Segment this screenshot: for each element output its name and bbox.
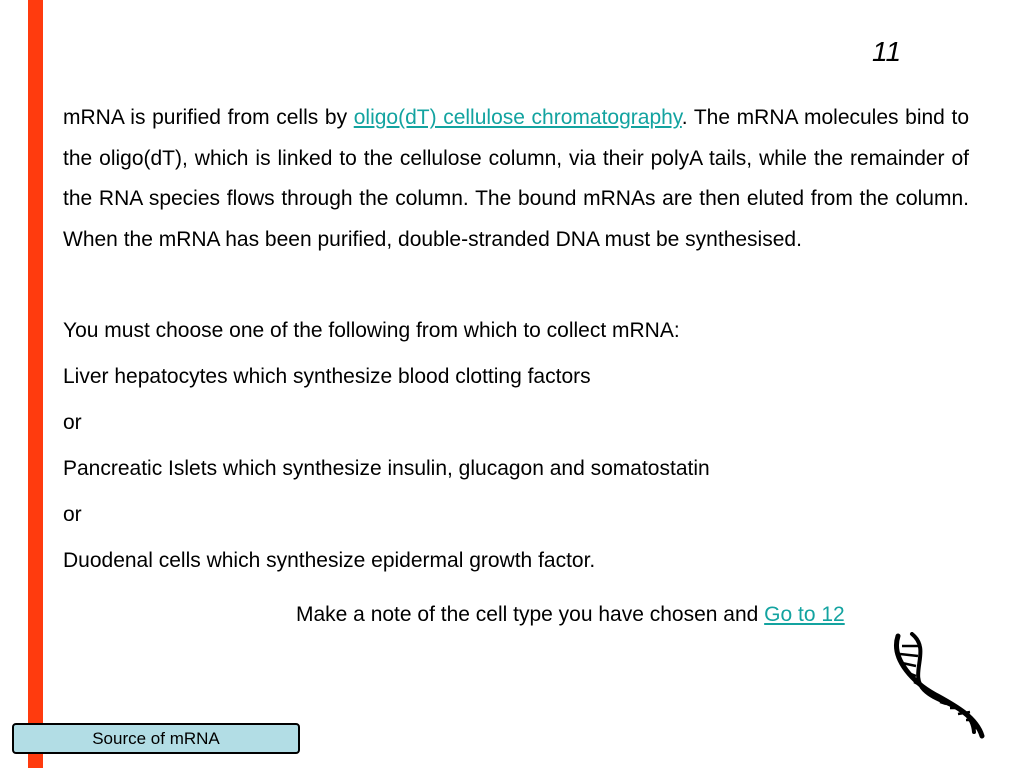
choose-instruction: You must choose one of the following from which to collect mRNA: — [63, 319, 680, 342]
option-duodenum: Duodenal cells which synthesize epidermal growth factor. — [63, 549, 596, 572]
option-pancreas: Pancreatic Islets which synthesize insulin, glucagon and somatostatin — [63, 457, 710, 480]
oligo-dt-link[interactable]: oligo(dT) cellulose chromatography — [353, 106, 682, 129]
intro-text-end: . The mRNA molecules bind to the oligo(dT), which is linked to the cellulose column, via their polyA tails, while the remainder of the RNA species flows through the column. The bound mRNAs are then eluted from the column. When the mRNA has been purified, double-stranded DNA must be synthesised. — [63, 106, 970, 251]
dna-helix-icon — [888, 632, 988, 740]
option-liver: Liver hepatocytes which synthesize blood clotting factors — [63, 365, 591, 388]
note-text: Make a note of the cell type you have chosen and — [296, 603, 765, 626]
side-accent-bar — [28, 0, 43, 768]
intro-text-start: mRNA is purified from cells by — [63, 106, 354, 129]
or-separator-1: or — [63, 411, 82, 434]
intro-paragraph — [63, 98, 969, 260]
page-number: 11 — [872, 36, 902, 67]
source-of-mrna-button[interactable]: Source of mRNA — [12, 723, 300, 754]
note-line — [296, 598, 966, 632]
or-separator-2: or — [63, 503, 82, 526]
go-to-12-link[interactable]: Go to 12 — [764, 603, 845, 626]
